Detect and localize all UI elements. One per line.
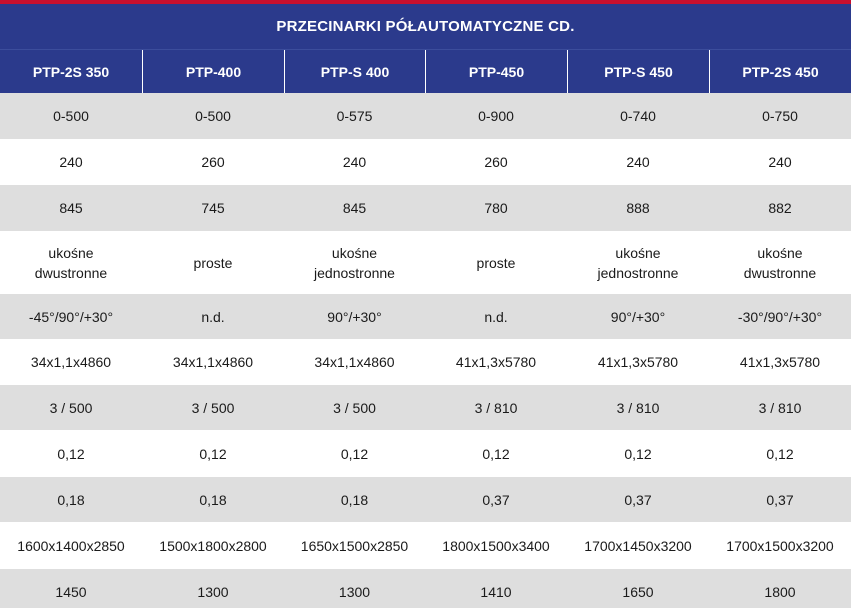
- table-cell: 1300: [197, 583, 229, 600]
- table-cell: 1800x1500x3400: [442, 537, 550, 554]
- table-cell: 90°/+30°: [327, 308, 382, 325]
- table-cell: proste: [476, 254, 516, 271]
- table-cell: 240: [59, 154, 83, 170]
- table-cell: 0-740: [620, 108, 656, 124]
- table-cell: 0,18: [199, 491, 227, 508]
- table-cell: ukośne dwustronne: [34, 244, 108, 281]
- table-cell: 1450: [55, 583, 87, 600]
- column-header-ptp-s-450: PTP-S 450: [567, 50, 709, 93]
- table-cell: 0,37: [482, 491, 510, 508]
- table-cell: n.d.: [201, 308, 225, 325]
- table-cell: 0,12: [482, 445, 510, 462]
- table-row: [0, 569, 851, 608]
- table-row: [0, 93, 851, 139]
- table-cell: 888: [626, 200, 650, 216]
- table-cell: -45°/90°/+30°: [28, 308, 114, 325]
- column-header-ptp-450: PTP-450: [425, 50, 567, 93]
- table-cell: 0,37: [766, 491, 794, 508]
- table-cell: 845: [342, 200, 367, 216]
- table-body: [0, 93, 851, 608]
- table-cell: 34x1,1x4860: [314, 354, 395, 370]
- table-cell: 41x1,3x5780: [455, 354, 537, 370]
- table-row: [0, 339, 851, 385]
- table-cell: 0-900: [478, 108, 514, 124]
- table-cell: 1600x1400x2850: [17, 537, 125, 554]
- table-cell: 745: [201, 200, 225, 216]
- table-cell: 1500x1800x2800: [159, 537, 267, 554]
- table-row: [0, 385, 851, 430]
- column-header-ptp-2s-450: PTP-2S 450: [709, 50, 851, 93]
- table-cell: 0,37: [624, 491, 652, 508]
- table-cell: 0-500: [195, 108, 231, 124]
- table-cell: 0-750: [762, 108, 798, 124]
- table-cell: 240: [626, 154, 650, 170]
- table-cell: 41x1,3x5780: [597, 354, 679, 370]
- table-row: [0, 185, 851, 231]
- column-header-ptp-400: PTP-400: [142, 50, 284, 93]
- table-cell: 90°/+30°: [610, 308, 666, 325]
- table-cell: 0,12: [340, 445, 369, 462]
- table-cell: 1650: [622, 583, 654, 600]
- table-row: [0, 477, 851, 522]
- table-cell: 1300: [338, 583, 371, 600]
- table-cell: 3 / 810: [474, 399, 518, 416]
- table-cell: n.d.: [484, 308, 508, 325]
- table-cell: 1650x1500x2850: [300, 537, 409, 554]
- table-cell: 34x1,1x4860: [172, 354, 254, 370]
- table-cell: ukośne dwustronne: [743, 244, 817, 281]
- table-title: PRZECINARKI PÓŁAUTOMATYCZNE CD.: [0, 4, 851, 49]
- table-cell: 3 / 500: [191, 399, 235, 416]
- table-row: [0, 294, 851, 339]
- table-row: [0, 231, 851, 294]
- column-header-ptp-s-400: PTP-S 400: [284, 50, 425, 93]
- table-cell: 0,12: [57, 445, 85, 462]
- table-cell: 0-575: [336, 108, 373, 124]
- table-cell: 1700x1450x3200: [584, 537, 692, 554]
- table-cell: 260: [201, 154, 225, 170]
- table-cell: 0,12: [199, 445, 227, 462]
- table-cell: 3 / 810: [758, 399, 802, 416]
- table-cell: ukośne jednostronne: [597, 244, 679, 281]
- table-row: [0, 139, 851, 185]
- table-cell: 780: [484, 200, 508, 216]
- table-cell: 0,12: [624, 445, 652, 462]
- table-cell: 882: [768, 200, 792, 216]
- table-cell: 240: [342, 154, 367, 170]
- table-cell: 240: [768, 154, 792, 170]
- table-cell: 1700x1500x3200: [726, 537, 834, 554]
- table-cell: 0-500: [53, 108, 89, 124]
- table-cell: proste: [193, 254, 233, 271]
- table-cell: 0,18: [340, 491, 369, 508]
- table-row: [0, 522, 851, 569]
- table-cell: 1800: [764, 583, 796, 600]
- table-row: [0, 430, 851, 477]
- column-header-ptp-2s-350: PTP-2S 350: [32, 63, 110, 80]
- table-cell: 3 / 500: [49, 399, 93, 416]
- table-cell: ukośne jednostronne: [314, 244, 395, 281]
- table-cell: 845: [59, 200, 83, 216]
- table-cell: 0,12: [766, 445, 794, 462]
- table-cell: -30°/90°/+30°: [737, 308, 823, 325]
- table-cell: 41x1,3x5780: [739, 354, 821, 370]
- table-header-row: [0, 49, 851, 93]
- table-cell: 34x1,1x4860: [30, 354, 112, 370]
- table-cell: 0,18: [57, 491, 85, 508]
- table-cell: 3 / 810: [616, 399, 660, 416]
- table-cell: 1410: [480, 583, 512, 600]
- table-cell: 3 / 500: [333, 399, 376, 416]
- table-cell: 260: [484, 154, 508, 170]
